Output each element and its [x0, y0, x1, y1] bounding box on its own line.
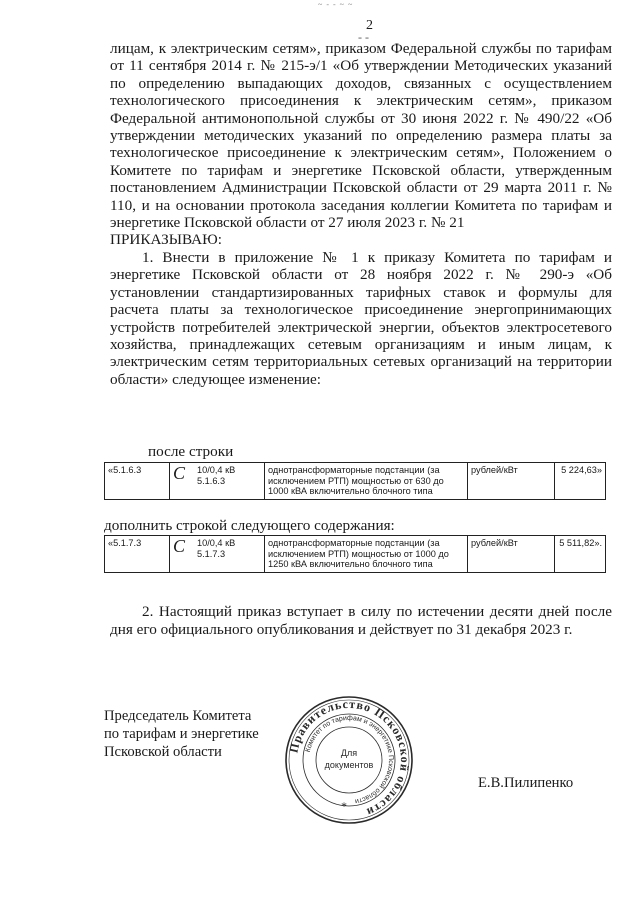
seal-inner-text: Комитет по тарифам и энергетике Псковской области: [304, 714, 395, 805]
signature-title: [104, 707, 259, 761]
seal-outer-text: Правительство Псковской области: [286, 696, 413, 820]
table-row: [105, 463, 606, 500]
row-description: однотрансформаторные подстанции (за исключением РТП) мощностью от 1000 до 1250 кВА включительно блочного типа: [265, 536, 468, 573]
row-letter: С: [170, 463, 195, 500]
tariff-table-old: [104, 462, 606, 500]
row-unit: рублей/кВт: [468, 463, 555, 500]
signatory-name: Е.В.Пилипенко: [478, 775, 574, 791]
tariff-table-new: [104, 535, 606, 573]
seal-star-icon: *: [341, 799, 347, 813]
order-word: ПРИКАЗЫВАЮ:: [110, 231, 222, 249]
after-row-label: после строки: [148, 443, 234, 460]
row-subcode: 5.1.6.3: [197, 475, 226, 486]
paragraph-item-1: 1. Внести в приложение № 1 к приказу Комитета по тарифам и энергетике Псковской области от 28 ноября 2022 г. № 290-э «Об установлении стандартизированных тарифных ставок и формулы для расчета платы за технологическое присоединение энергопринимающих устройств потребителей электрической энергии, объектов электросетевого хозяйства, принадлежащих сетевым организациям и иным лицам, к электрическим сетям территориальных сетевых организаций на территории области» следующее изменение:: [110, 248, 612, 388]
row-value: 5 511,82».: [555, 536, 606, 573]
paragraph-item-2: 2. Настоящий приказ вступает в силу по истечении десяти дней после дня его официального опубликования и действует по 31 декабря 2023 г.: [110, 603, 612, 638]
row-voltage-value: 10/0,4 кВ: [197, 465, 236, 475]
paragraph-preamble: лицам, к электрическим сетям», приказом Федеральной службы по тарифам от 11 сентября 2014 г. № 215-э/1 «Об утверждении Методических указаний по определению выпадающих доходов, связанных с осуществлением технологического присоединения к электрическим сетям», приказом Федеральной антимонопольной службы от 30 июня 2022 г. № 490/22 «Об утверждении методических указаний по определению размера платы за технологическое присоединение к электрическим сетям», Положением о Комитете по тарифам и энергетике Псковской области, утвержденным постановлением Администрации Псковской области от 29 марта 2011 г. № 110, и на основании протокола заседания коллегии Комитета по тарифам и энергетике Псковской области от 27 июля 2023 г. № 21: [110, 40, 612, 232]
official-seal: [283, 694, 415, 826]
row-subcode: 5.1.7.3: [197, 548, 226, 559]
page-dots: - -: [358, 30, 369, 44]
signature-title-line: Председатель Комитета: [104, 708, 252, 724]
table-row: [105, 536, 606, 573]
row-voltage: [194, 536, 265, 573]
signature-title-line: Псковской области: [104, 744, 222, 760]
row-value: 5 224,63»: [555, 463, 606, 500]
row-code: «5.1.7.3: [105, 536, 170, 573]
page-number: 2: [366, 18, 373, 33]
scan-mark: ~ - - ~ ~: [318, 0, 354, 9]
row-letter: С: [170, 536, 195, 573]
row-unit: рублей/кВт: [468, 536, 555, 573]
add-row-label: дополнить строкой следующего содержания:: [104, 517, 395, 534]
signature-title-line: по тарифам и энергетике: [104, 726, 259, 742]
row-voltage: [194, 463, 265, 500]
row-code: «5.1.6.3: [105, 463, 170, 500]
row-voltage-value: 10/0,4 кВ: [197, 538, 236, 548]
row-description: однотрансформаторные подстанции (за исключением РТП) мощностью от 630 до 1000 кВА включительно блочного типа: [265, 463, 468, 500]
body-text: [110, 40, 612, 388]
seal-center-line2: документов: [324, 760, 374, 770]
seal-center-line1: Для: [340, 748, 358, 758]
